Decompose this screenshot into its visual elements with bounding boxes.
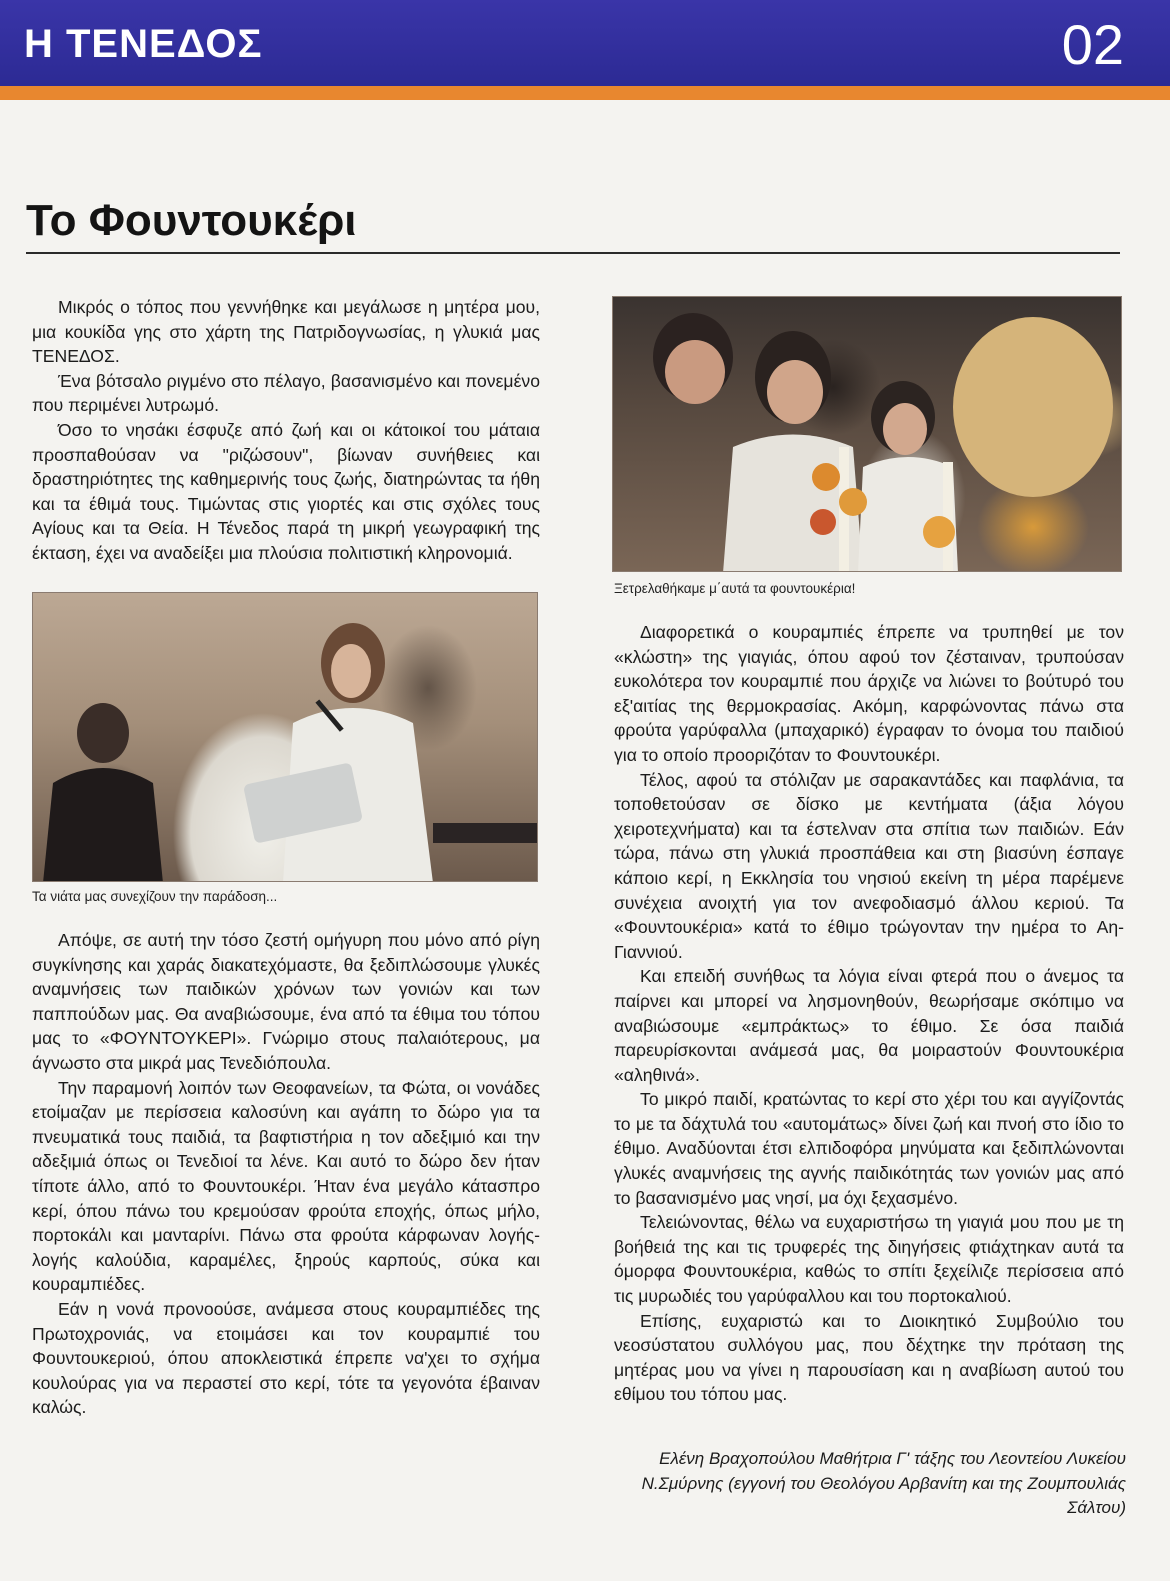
left-column [32,928,540,1420]
magazine-title: Η ΤΕΝΕΔΟΣ [24,22,263,66]
body-paragraph: Διαφορετικά ο κουραμπιές έπρεπε να τρυπηθεί με τον «κλώστη» της γιαγιάς, όπου αφού τον ζέσταιναν, τρυπούσαν ευκολότερα τον κουραμπιέ που άρχιζε να λιώνει το βούτυρό του εξ'αιτίας της θερμοκρασίας. Ακόμη, καρφώνοντας πάνω στα φρούτα γαρύφαλλα (μπαχαρικό) έγραφαν το όνομα του παιδιού για το οποίο προοριζόταν το Φουντουκέρι. [614,622,1124,765]
intro-paragraph: Μικρός ο τόπος που γεννήθηκε και μεγάλωσε η μητέρα μου, μια κουκίδα γης στο χάρτη της Πατριδογνωσίας, η γλυκιά μας ΤΕΝΕΔΟΣ. [32,297,540,367]
right-column [614,620,1124,1407]
right-photo-caption: Ξετρελαθήκαμε μ΄αυτά τα φουντουκέρια! [614,581,856,596]
body-paragraph: Και επειδή συνήθως τα λόγια είναι φτερά που ο άνεμος τα παίρνει και μπορεί να λησμονηθούν, θεωρήσαμε σκόπιμο να αναβιώσουμε «εμπράκτως» το έθιμο. Σε όσα παιδιά παρευρίσκονται ανάμεσά μας, θα μοιραστούν Φουντουκέρια «αληθινά». [614,966,1124,1085]
body-paragraph: Το μικρό παιδί, κρατώντας το κερί στο χέρι του και αγγίζοντάς το με τα δάχτυλά του «αυτομάτως» δίνει ζωή και πνοή στο ίδιο το έθιμο. Αναδύονται έτσι ελπιδοφόρα μηνύματα και ξεδιπλώνονται γλυκές αναμνήσεις της αγνής παιδικότητάς των γονιών μας από το βασανισμένο μας νησί, μα όχι ξεχασμένο. [614,1089,1124,1208]
title-divider [26,252,1120,254]
article-title: Το Φουντουκέρι [26,196,357,245]
body-paragraph: Τελειώνοντας, θέλω να ευχαριστήσω τη γιαγιά μου που με τη βοήθειά της και τις τρυφερές της διηγήσεις φτιάχτηκαν αυτά τα όμορφα Φουντουκέρια, καθώς το σπίτι ξεχείλιζε περίσσεια από τις μυρωδιές του γαρύφαλλου και του πορτοκαλιού. [614,1212,1124,1307]
body-paragraph: Την παραμονή λοιπόν των Θεοφανείων, τα Φώτα, οι νονάδες ετοίμαζαν με περίσσεια καλοσύνη και αγάπη το δώρο για τα πνευματικά τους παιδιά, τα βαφτιστήρια η τον αδεξιμιό και την αδεξιμιά όπως οι Τενεδιοί τα λένε. Και αυτό το δώρο δεν ήταν τίποτε άλλο, από το Φουντουκέρι. Ήταν ένα μεγάλο κάτασπρο κερί, όπου πάνω του κρεμούσαν φρούτα εποχής, όπως μήλο, πορτοκάλι και μανταρίνι. Πάνω στα φρούτα κάρφωναν λογής-λογής καλούδια, καραμέλες, ξηρούς καρπούς, σύκα και κουραμπιέδες. [32,1077,540,1295]
page-number: 02 [1061,13,1124,76]
author-signature: Ελένη Βραχοπούλου Μαθήτρια Γ' τάξης του Λεοντείου Λυκείου Ν.Σμύρνης (εγγονή του Θεολόγου Αρβανίτη και της Ζουμπουλιάς Σάλτου) [641,1449,1126,1517]
body-paragraph: Επίσης, ευχαριστώ και το Διοικητικό Συμβούλιο του νεοσύστατου συλλόγου μας, που δέχτηκε την πρόταση της μητέρας μου να γίνει η παρουσίαση και η αναβίωση αυτού του εθίμου του τόπου μας. [614,1310,1124,1405]
intro-paragraph: Ένα βότσαλο ριγμένο στο πέλαγο, βασανισμένο και πονεμένο που περιμένει λυτρωμό. [32,370,540,416]
left-photo-caption: Τα νιάτα μας συνεχίζουν την παράδοση... [32,889,278,904]
children-photo [612,296,1122,572]
body-paragraph: Τέλος, αφού τα στόλιζαν με σαρακαντάδες και παφλάνια, τα τοποθετούσαν σε δίσκο με κεντήματα (άξια λόγου χειροτεχνήματα) και τα έστελναν στα σπίτια των παιδιών. Εάν τώρα, πάνω στη γλυκιά προσπάθεια και στη βιασύνη έσπαγε κάποιο κερί, η Εκκλησία του νησιού εκείνη τη μέρα παρέμενε συνέχεια ανοιχτή για τον ανεφοδιασμό άλλου κεριού. Τα «Φουντουκέρια» κατά το έθιμο τρώγονταν την ημέρα το Αη-Γιαννιού. [614,769,1124,962]
singer-photo [32,592,538,882]
body-paragraph: Εάν η νονά προνοούσε, ανάμεσα στους κουραμπιέδες της Πρωτοχρονιάς, να ετοιμάσει και τον κουραμπιέ του Φουντουκεριού, όπου αποκλειστικά έπρεπε να'χει το σχήμα κουλούρας για να περαστεί στο κερί, τότε τα γεγονότα έβαιναν καλώς. [32,1298,540,1418]
intro-paragraph: Όσο το νησάκι έσφυζε από ζωή και οι κάτοικοί του μάταια προσπαθούσαν να "ριζώσουν", βίωναν συνήθειες και δραστηριότητες της καθημερινής τους ζωής, διατηρώντας τα ήθη και τα έθιμά τους. Τιμώντας στις γιορτές και στις σχόλες τους Αγίους και τα Θεία. Η Τένεδος παρά τη μικρή γεωγραφική της έκταση, έχει να αναδείξει μια πλούσια πολιτιστική κληρονομιά. [32,419,540,563]
header-accent-stripe [0,86,1170,100]
body-paragraph: Απόψε, σε αυτή την τόσο ζεστή ομήγυρη που μόνο από ρίγη συγκίνησης και χαράς διακατεχόμαστε, θα ξεδιπλώσουμε γλυκές αναμνήσεις των παιδικών χρόνων των γονιών και των παππούδων μας. Θα αναβιώσουμε, ένα από τα έθιμα του τόπου μας το «ΦΟΥΝΤΟΥΚΕΡΙ». Γνώριμο στους παλαιότερους, μα άγνωστο στα μικρά μας Τενεδιόπουλα. [32,930,540,1073]
intro-column [32,295,540,566]
